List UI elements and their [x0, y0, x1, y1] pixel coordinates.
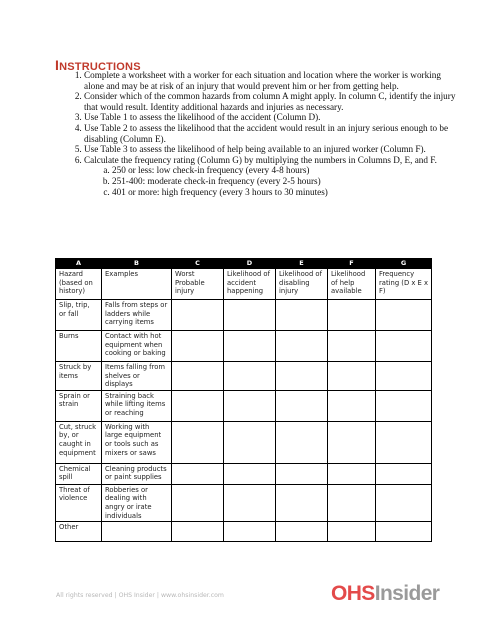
step-6-text: Calculate the frequency rating (Column G) by multiplying the numbers in Columns D, E, and F.: [84, 154, 437, 165]
injury-cell[interactable]: [172, 522, 224, 542]
table-row: [56, 362, 432, 391]
disabling-likelihood-cell[interactable]: [276, 362, 328, 391]
instruction-steps: [68, 70, 456, 197]
hazard-worksheet-table: [55, 258, 432, 542]
substep-c: c. 401 or more: high frequency (every 3 hours to 30 minutes): [112, 187, 456, 198]
substep-a: a. 250 or less: low check-in frequency (every 4-8 hours): [112, 165, 456, 176]
accident-likelihood-cell[interactable]: [224, 522, 276, 542]
injury-cell[interactable]: [172, 331, 224, 362]
column-header: Likelihood of disabling injury: [276, 269, 328, 300]
hazard-cell: Burns: [56, 331, 102, 362]
table-row: [56, 421, 432, 463]
step-6: [84, 155, 456, 197]
accident-likelihood-cell[interactable]: [224, 484, 276, 521]
help-likelihood-cell[interactable]: [328, 522, 376, 542]
column-letter: G: [376, 259, 432, 269]
injury-cell[interactable]: [172, 362, 224, 391]
help-likelihood-cell[interactable]: [328, 484, 376, 521]
accident-likelihood-cell[interactable]: [224, 300, 276, 331]
heading-rest: NSTRUCTIONS: [59, 61, 141, 73]
examples-cell: Working with large equipment or tools such as mixers or saws: [102, 421, 172, 463]
disabling-likelihood-cell[interactable]: [276, 484, 328, 521]
column-letter-row: [56, 259, 432, 269]
injury-cell[interactable]: [172, 390, 224, 421]
column-header: Frequency rating (D x E x F): [376, 269, 432, 300]
hazard-cell: Cut, struck by, or caught in equipment: [56, 421, 102, 463]
ohs-insider-logo: [331, 582, 439, 606]
column-letter: C: [172, 259, 224, 269]
frequency-rating-cell[interactable]: [376, 484, 432, 521]
logo-ohs: OHS: [331, 582, 375, 605]
help-likelihood-cell[interactable]: [328, 463, 376, 484]
accident-likelihood-cell[interactable]: [224, 463, 276, 484]
accident-likelihood-cell[interactable]: [224, 362, 276, 391]
disabling-likelihood-cell[interactable]: [276, 522, 328, 542]
step-5: 5. Use Table 3 to assess the likelihood of help being available to an injured worker (Column F).: [84, 144, 456, 155]
column-header: Worst Probable injury: [172, 269, 224, 300]
disabling-likelihood-cell[interactable]: [276, 421, 328, 463]
table-row: [56, 463, 432, 484]
column-letter: F: [328, 259, 376, 269]
injury-cell[interactable]: [172, 300, 224, 331]
frequency-rating-cell[interactable]: [376, 522, 432, 542]
table-row: [56, 484, 432, 521]
examples-cell: Contact with hot equipment when cooking or baking: [102, 331, 172, 362]
examples-cell: Falls from steps or ladders while carrying items: [102, 300, 172, 331]
column-letter: D: [224, 259, 276, 269]
examples-cell: Straining back while lifting items or reaching: [102, 390, 172, 421]
hazard-cell: Other: [56, 522, 102, 542]
disabling-likelihood-cell[interactable]: [276, 390, 328, 421]
column-letter: E: [276, 259, 328, 269]
column-letter: A: [56, 259, 102, 269]
examples-cell: Items falling from shelves or displays: [102, 362, 172, 391]
injury-cell[interactable]: [172, 484, 224, 521]
logo-insider: Insider: [374, 582, 440, 605]
column-header: Likelihood of accident happening: [224, 269, 276, 300]
footer-rights-text: All rights reserved | OHS Insider | www.ohsinsider.com: [56, 592, 224, 599]
accident-likelihood-cell[interactable]: [224, 390, 276, 421]
help-likelihood-cell[interactable]: [328, 421, 376, 463]
frequency-rating-cell[interactable]: [376, 331, 432, 362]
disabling-likelihood-cell[interactable]: [276, 463, 328, 484]
column-header: Examples: [102, 269, 172, 300]
heading-initial: I: [55, 57, 60, 73]
examples-cell: [102, 522, 172, 542]
hazard-cell: Slip, trip, or fall: [56, 300, 102, 331]
disabling-likelihood-cell[interactable]: [276, 300, 328, 331]
help-likelihood-cell[interactable]: [328, 300, 376, 331]
table-row: [56, 522, 432, 542]
frequency-rating-cell[interactable]: [376, 390, 432, 421]
frequency-rating-cell[interactable]: [376, 300, 432, 331]
substep-b: b. 251-400: moderate check-in frequency (every 2-5 hours): [112, 176, 456, 187]
column-letter: B: [102, 259, 172, 269]
column-header: Likelihood of help available: [328, 269, 376, 300]
help-likelihood-cell[interactable]: [328, 331, 376, 362]
examples-cell: Cleaning products or paint supplies: [102, 463, 172, 484]
step-1: 1. Complete a worksheet with a worker for each situation and location where the worker is working alone and may be at risk of an injury that would prevent him or her from getting help.: [84, 70, 456, 91]
step-2: 2. Consider which of the common hazards from column A might apply. In column C, identify the injury that would result. Identity additional hazards and injuries as necessary.: [84, 91, 456, 112]
help-likelihood-cell[interactable]: [328, 362, 376, 391]
frequency-substeps: [84, 165, 456, 197]
hazard-cell: Threat of violence: [56, 484, 102, 521]
hazard-cell: Sprain or strain: [56, 390, 102, 421]
table-row: [56, 390, 432, 421]
step-4: 4. Use Table 2 to assess the likelihood that the accident would result in an injury serious enough to be disabling (Column E).: [84, 123, 456, 144]
examples-cell: Robberies or dealing with angry or irate individuals: [102, 484, 172, 521]
frequency-rating-cell[interactable]: [376, 362, 432, 391]
injury-cell[interactable]: [172, 421, 224, 463]
hazard-cell: Chemical spill: [56, 463, 102, 484]
hazard-cell: Struck by items: [56, 362, 102, 391]
frequency-rating-cell[interactable]: [376, 463, 432, 484]
accident-likelihood-cell[interactable]: [224, 421, 276, 463]
injury-cell[interactable]: [172, 463, 224, 484]
accident-likelihood-cell[interactable]: [224, 331, 276, 362]
table-row: [56, 331, 432, 362]
table-row: [56, 300, 432, 331]
column-header: Hazard (based on history): [56, 269, 102, 300]
step-3: 3. Use Table 1 to assess the likelihood of the accident (Column D).: [84, 112, 456, 123]
help-likelihood-cell[interactable]: [328, 390, 376, 421]
frequency-rating-cell[interactable]: [376, 421, 432, 463]
disabling-likelihood-cell[interactable]: [276, 331, 328, 362]
column-header-row: [56, 269, 432, 300]
